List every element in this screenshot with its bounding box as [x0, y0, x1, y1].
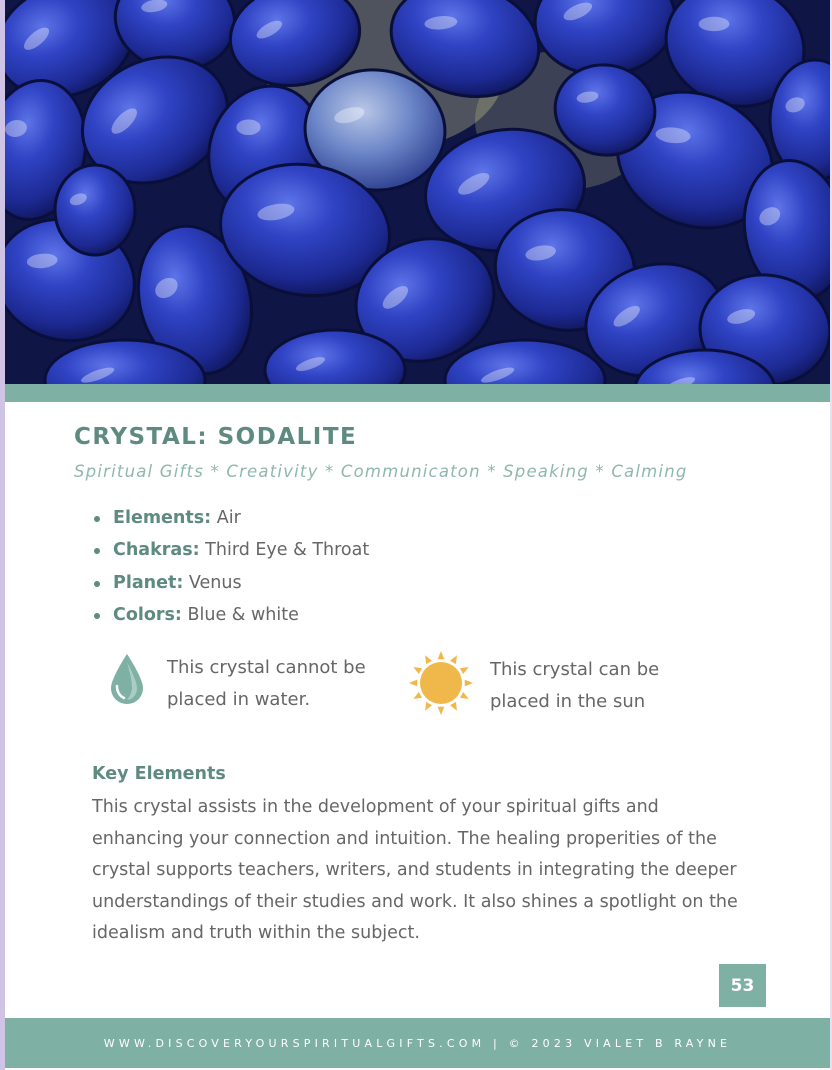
key-elements-heading: Key Elements: [92, 764, 226, 784]
stone-shape: [55, 165, 135, 255]
attribute-value: Third Eye & Throat: [199, 540, 370, 561]
attributes-list: [92, 504, 369, 634]
sun-ray: [413, 667, 422, 674]
attribute-value: Blue & white: [181, 605, 299, 626]
attribute-value: Air: [211, 508, 241, 528]
sun-ray: [450, 702, 457, 711]
sun-ray: [413, 692, 422, 699]
sun-ray: [460, 667, 469, 674]
key-elements-body: This crystal assists in the development of your spiritual gifts and enhancing your connection and intuition. The healing properities of the crystal supports teachers, writers, and students in integrating the deeper understandings of their studies and work. It also shines a spotlight on the idealism and truth within the subject.: [92, 797, 738, 943]
attribute-label: Planet:: [113, 572, 184, 593]
page-title: CRYSTAL: SODALITE: [74, 424, 358, 450]
water-note-line: placed in water.: [167, 689, 311, 710]
stone-highlight: [699, 17, 730, 31]
sun-icon: [408, 650, 474, 716]
blue-stones-image: [5, 0, 830, 384]
sun-ray: [425, 702, 432, 711]
attribute-value: Venus: [183, 572, 242, 593]
page-number: 53: [719, 964, 766, 1007]
list-item: [92, 504, 369, 536]
sun-ray: [450, 655, 457, 664]
water-note-line: This crystal cannot be: [167, 657, 366, 678]
sun-ray: [438, 707, 445, 715]
sun-ray: [425, 655, 432, 664]
footer: [5, 1018, 830, 1068]
hero-photo: [5, 0, 830, 384]
attribute-label: Colors:: [113, 605, 182, 626]
sun-ray: [438, 651, 445, 659]
sun-ray: [409, 680, 417, 687]
sun-note-line: placed in the sun: [490, 691, 646, 712]
hero-band: [5, 384, 830, 402]
sun-note: [490, 654, 690, 718]
sun-ray: [460, 692, 469, 699]
list-item: [92, 569, 369, 601]
footer-text: WWW.DISCOVERYOURSPIRITUALGIFTS.COM | © 2023 VIALET B RAYNE: [103, 1036, 732, 1050]
attribute-label: Elements:: [113, 508, 212, 528]
sun-note-line: This crystal can be: [490, 659, 660, 680]
list-item: [92, 536, 369, 568]
attribute-label: Chakras:: [113, 540, 200, 561]
sun-ray: [465, 680, 473, 687]
list-item: [92, 601, 369, 633]
stone-highlight: [236, 119, 260, 135]
subtitle: Spiritual Gifts * Creativity * Communicaton * Speaking * Calming: [74, 462, 688, 481]
water-note: [167, 652, 387, 716]
water-drop-icon: [108, 652, 146, 706]
